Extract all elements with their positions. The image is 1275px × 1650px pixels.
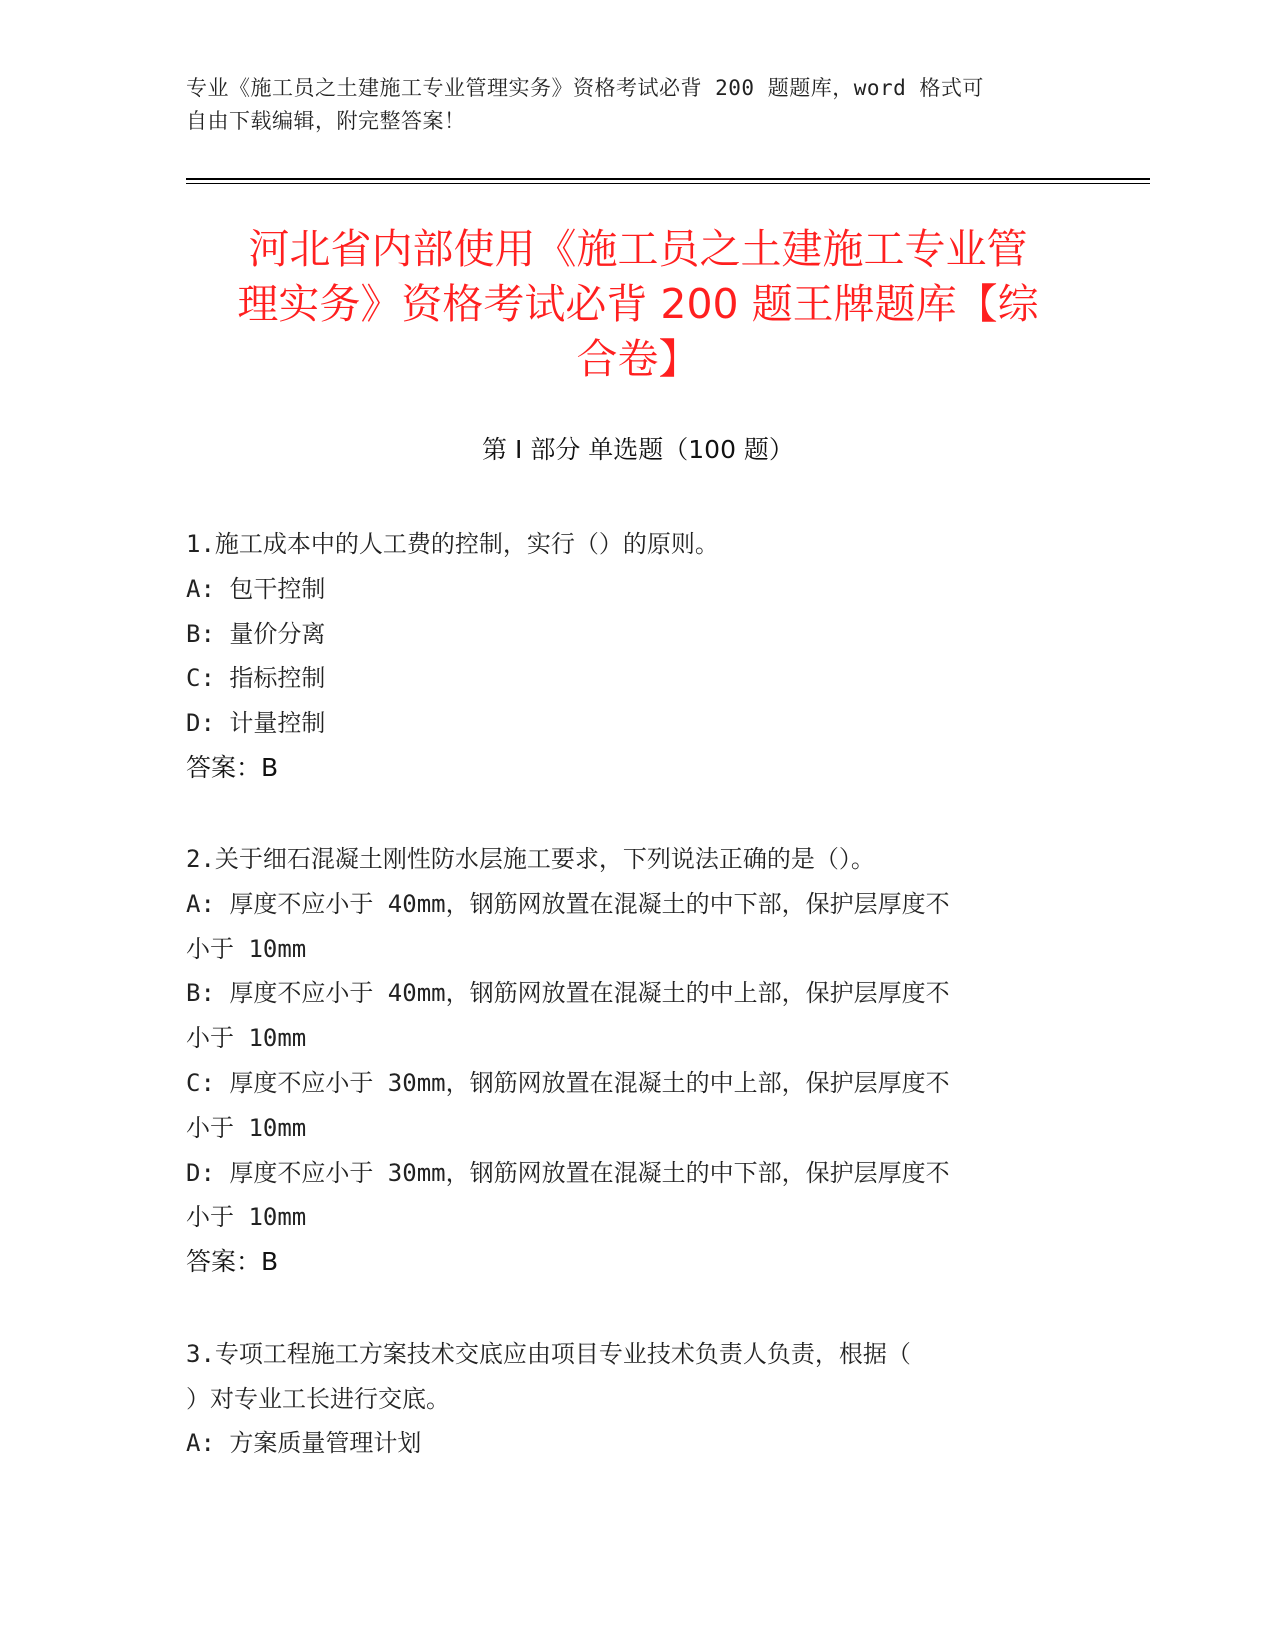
question-2-option-a: A: 厚度不应小于 40mm，钢筋网放置在混凝土的中下部，保护层厚度不 bbox=[186, 890, 950, 918]
document-title-line-1: 河北省内部使用《施工员之土建施工专业管 bbox=[248, 225, 1028, 273]
question-1-option-c: C: 指标控制 bbox=[186, 664, 326, 692]
question-1-stem: 1.施工成本中的人工费的控制，实行（）的原则。 bbox=[186, 530, 719, 558]
question-2-option-d-cont: 小于 10mm bbox=[186, 1203, 307, 1231]
document-title bbox=[186, 222, 1090, 387]
question-2-stem: 2.关于细石混凝土刚性防水层施工要求，下列说法正确的是（）。 bbox=[186, 845, 875, 873]
question-2-option-b-cont: 小于 10mm bbox=[186, 1024, 307, 1052]
question-3-stem: 3.专项工程施工方案技术交底应由项目专业技术负责人负责，根据（ bbox=[186, 1340, 911, 1368]
document-title-line-3: 合卷】 bbox=[576, 335, 700, 383]
header-note-line-1: 专业《施工员之土建施工专业管理实务》资格考试必背 200 题题库，word 格式可 bbox=[186, 76, 984, 100]
question-2-option-c: C: 厚度不应小于 30mm，钢筋网放置在混凝土的中上部，保护层厚度不 bbox=[186, 1069, 950, 1097]
header-rule-thin bbox=[186, 183, 1150, 184]
question-1-option-d: D: 计量控制 bbox=[186, 709, 326, 737]
question-1-option-b: B: 量价分离 bbox=[186, 620, 326, 648]
header-rule-thick bbox=[186, 178, 1150, 180]
document-title-line-2: 理实务》资格考试必背 200 题王牌题库【综 bbox=[237, 280, 1039, 328]
question-3-stem-cont: ）对专业工长进行交底。 bbox=[186, 1385, 450, 1413]
question-2-option-b: B: 厚度不应小于 40mm，钢筋网放置在混凝土的中上部，保护层厚度不 bbox=[186, 979, 950, 1007]
question-1-option-a: A: 包干控制 bbox=[186, 575, 326, 603]
question-2-option-c-cont: 小于 10mm bbox=[186, 1114, 307, 1142]
question-1-answer: 答案：B bbox=[186, 753, 279, 782]
question-2-option-d: D: 厚度不应小于 30mm，钢筋网放置在混凝土的中下部，保护层厚度不 bbox=[186, 1159, 950, 1187]
header-note-line-2: 自由下载编辑，附完整答案！ bbox=[186, 109, 466, 133]
question-3-option-a: A: 方案质量管理计划 bbox=[186, 1429, 422, 1457]
section-heading: 第 I 部分 单选题（100 题） bbox=[482, 435, 794, 464]
header-note bbox=[186, 72, 1066, 138]
question-2-answer: 答案：B bbox=[186, 1247, 279, 1276]
question-2-option-a-cont: 小于 10mm bbox=[186, 935, 307, 963]
